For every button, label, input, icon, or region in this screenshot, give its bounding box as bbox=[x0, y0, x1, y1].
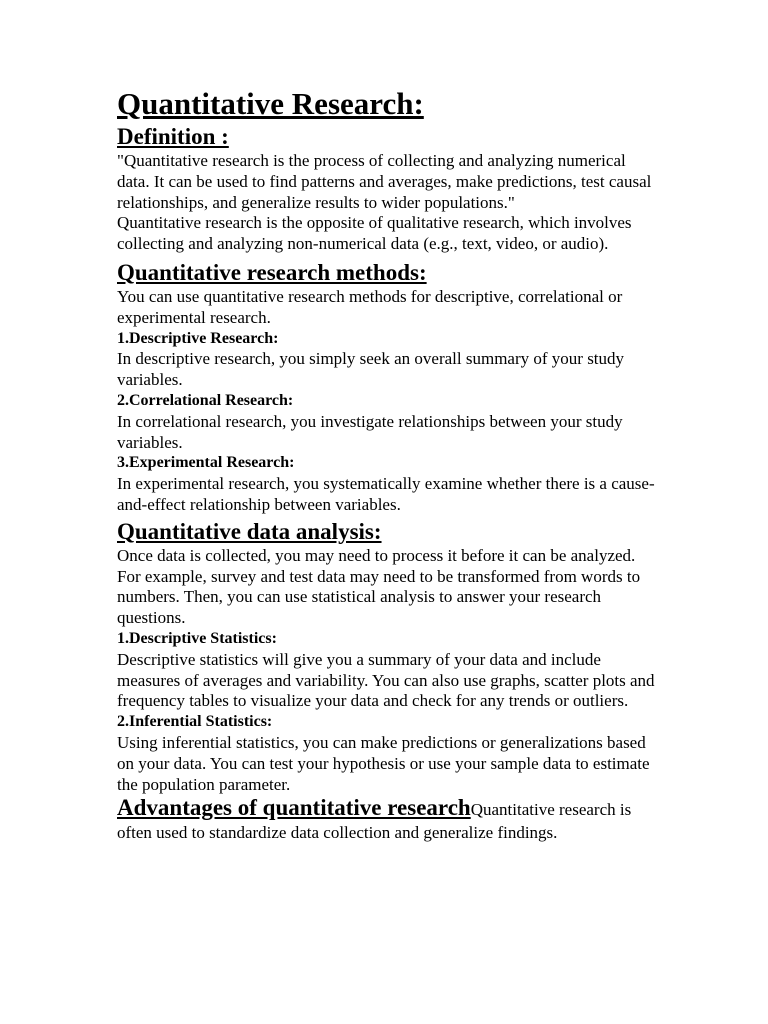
method-label-descriptive: 1.Descriptive Research: bbox=[117, 329, 279, 347]
advantages-heading: Advantages of quantitative research bbox=[117, 795, 471, 821]
advantages-text: Quantitative research is often used to standardize data collection and generalize findings. bbox=[117, 800, 632, 843]
method-text-descriptive: In descriptive research, you simply seek an overall summary of your study variables. bbox=[117, 349, 625, 390]
analysis-text-descriptive: Descriptive statistics will give you a summary of your data and include measures of averages and variability. You can also use graphs, scatter plots and frequency tables to visualize your data and check for any trends or outliers. bbox=[117, 649, 655, 711]
analysis-label-inferential: 2.Inferential Statistics: bbox=[117, 713, 273, 731]
method-text-experimental: In experimental research, you systematically examine whether there is a cause-and-effect relationship between variables. bbox=[117, 474, 655, 514]
methods-heading: Quantitative research methods: bbox=[117, 259, 427, 285]
methods-intro: You can use quantitative research methods for descriptive, correlational or experimental research. bbox=[117, 286, 623, 327]
method-label-experimental: 3.Experimental Research: bbox=[117, 454, 295, 472]
definition-body: Quantitative research is the opposite of qualitative research, which involves collecting and analyzing non-numerical data (e.g., text, video, or audio). bbox=[117, 213, 632, 254]
page-title: Quantitative Research: bbox=[117, 86, 424, 121]
advantages-paragraph bbox=[117, 797, 657, 845]
method-label-correlational: 2.Correlational Research: bbox=[117, 391, 294, 409]
method-text-correlational: In correlational research, you investigate relationships between your study variables. bbox=[117, 411, 623, 452]
definition-quote: "Quantitative research is the process of collecting and analyzing numerical data. It can be used to find patterns and averages, make predictions, test causal relationships, and generalize results to wider populations." bbox=[117, 151, 652, 212]
analysis-intro: Once data is collected, you may need to process it before it can be analyzed. For example, survey and test data may need to be transformed from words to numbers. Then, you can use statistical analysis to answer your research questions. bbox=[117, 545, 641, 628]
analysis-label-descriptive: 1.Descriptive Statistics: bbox=[117, 629, 277, 647]
document-page bbox=[117, 85, 657, 845]
definition-heading: Definition : bbox=[117, 124, 229, 149]
analysis-heading: Quantitative data analysis: bbox=[117, 518, 382, 544]
analysis-text-inferential: Using inferential statistics, you can make predictions or generalizations based on your data. You can test your hypothesis or use your sample data to estimate the population parameter. bbox=[117, 732, 650, 794]
